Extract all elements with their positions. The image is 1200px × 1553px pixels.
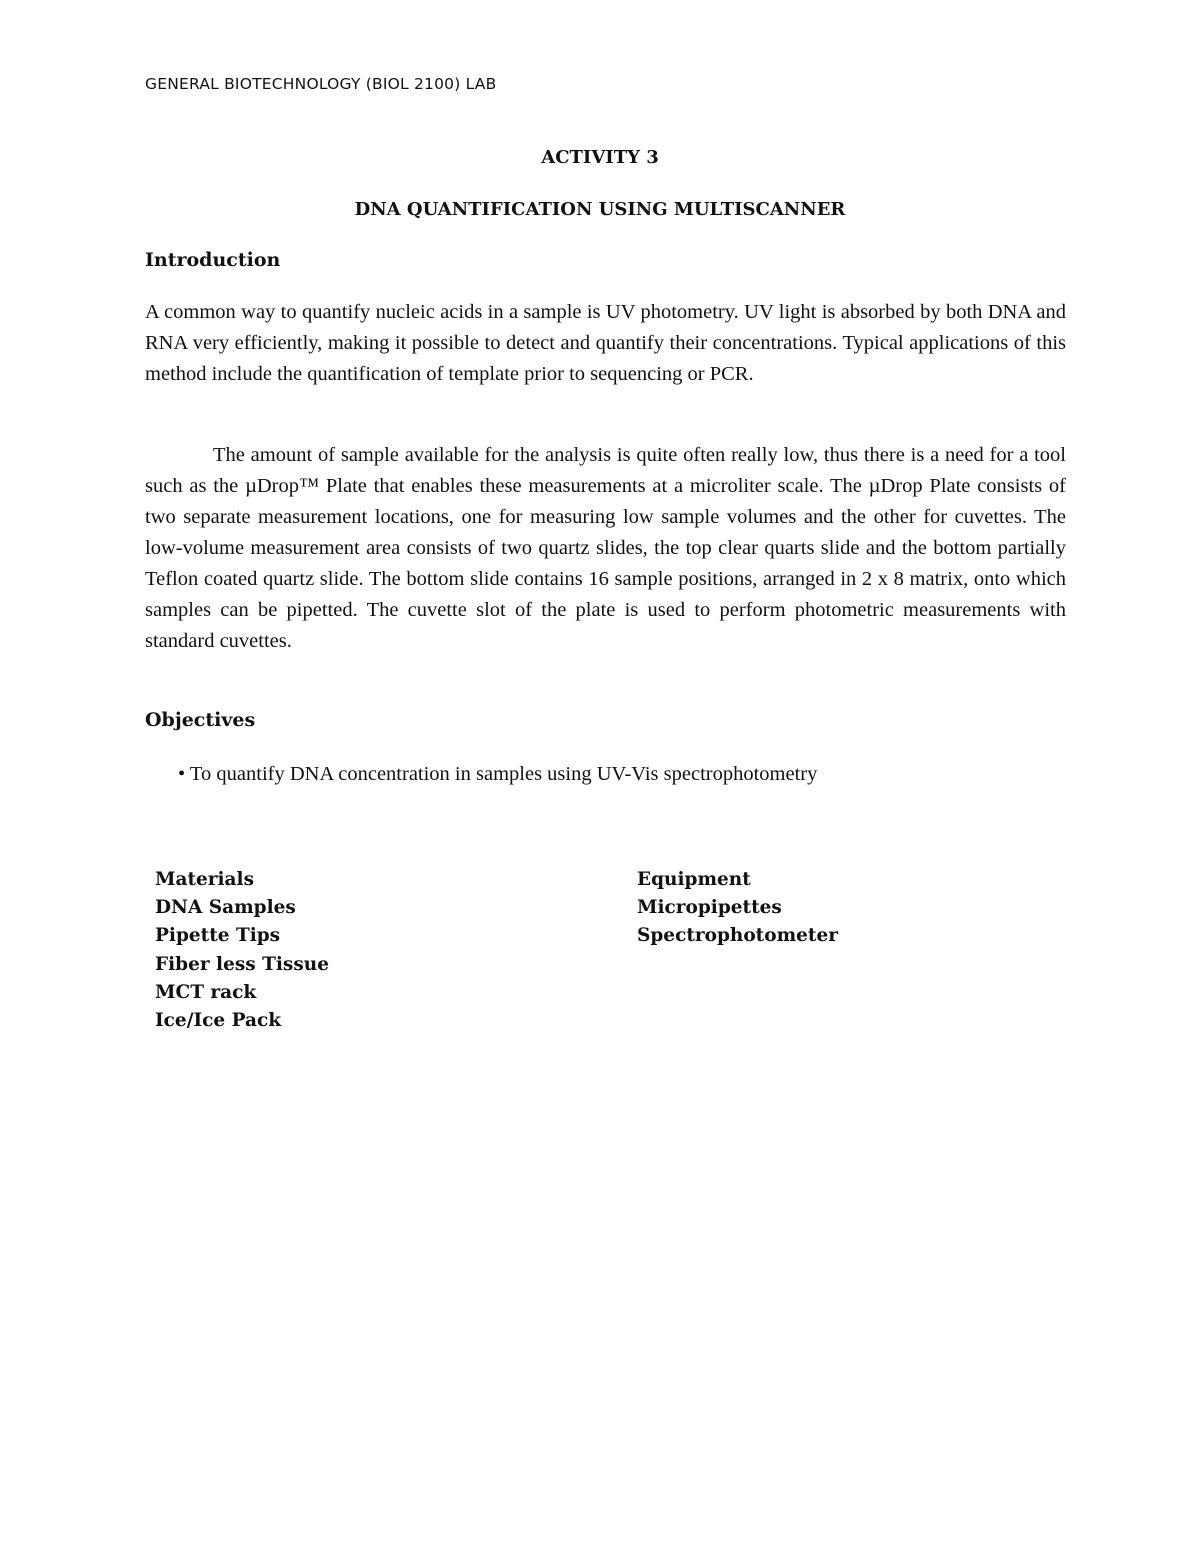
introduction-paragraph-1: A common way to quantify nucleic acids in a sample is UV photometry. UV light is absorbed by both DNA and RNA very efficiently, making it possible to detect and quantify their concentrations. Typical applications of this method include the quantification of template prior to sequencing or PCR. [145,301,1066,385]
running-header: GENERAL BIOTECHNOLOGY (BIOL 2100) LAB [145,75,497,93]
equipment-list [637,866,838,951]
materials-item: MCT rack [155,981,257,1003]
document-title: DNA QUANTIFICATION USING MULTISCANNER [354,199,846,220]
materials-item: DNA Samples [155,897,296,919]
materials-item: Fiber less Tissue [155,953,329,975]
equipment-item: Micropipettes [637,897,782,919]
equipment-heading: Equipment [637,869,751,890]
materials-heading: Materials [155,869,254,890]
materials-item: Ice/Ice Pack [155,1010,282,1032]
equipment-item: Spectrophotometer [637,925,838,947]
objective-item: • To quantify DNA concentration in samples using UV-Vis spectrophotometry [178,763,818,785]
objectives-heading: Objectives [145,709,256,731]
introduction-heading: Introduction [145,249,281,271]
materials-item: Pipette Tips [155,925,281,947]
materials-list [155,866,329,1035]
introduction-paragraph-2: The amount of sample available for the analysis is quite often really low, thus there is a need for a tool such as the µDrop™ Plate that enables these measurements at a microliter scale. The µDrop Plate consists of two separate measurement locations, one for measuring low sample volumes and the other for cuvettes. The low-volume measurement area consists of two quartz slides, the top clear quarts slide and the bottom partially Teflon coated quartz slide. The bottom slide contains 16 sample positions, arranged in 2 x 8 matrix, onto which samples can be pipetted. The cuvette slot of the plate is used to perform photometric measurements with standard cuvettes. [145,444,1066,652]
activity-title: ACTIVITY 3 [541,147,659,168]
